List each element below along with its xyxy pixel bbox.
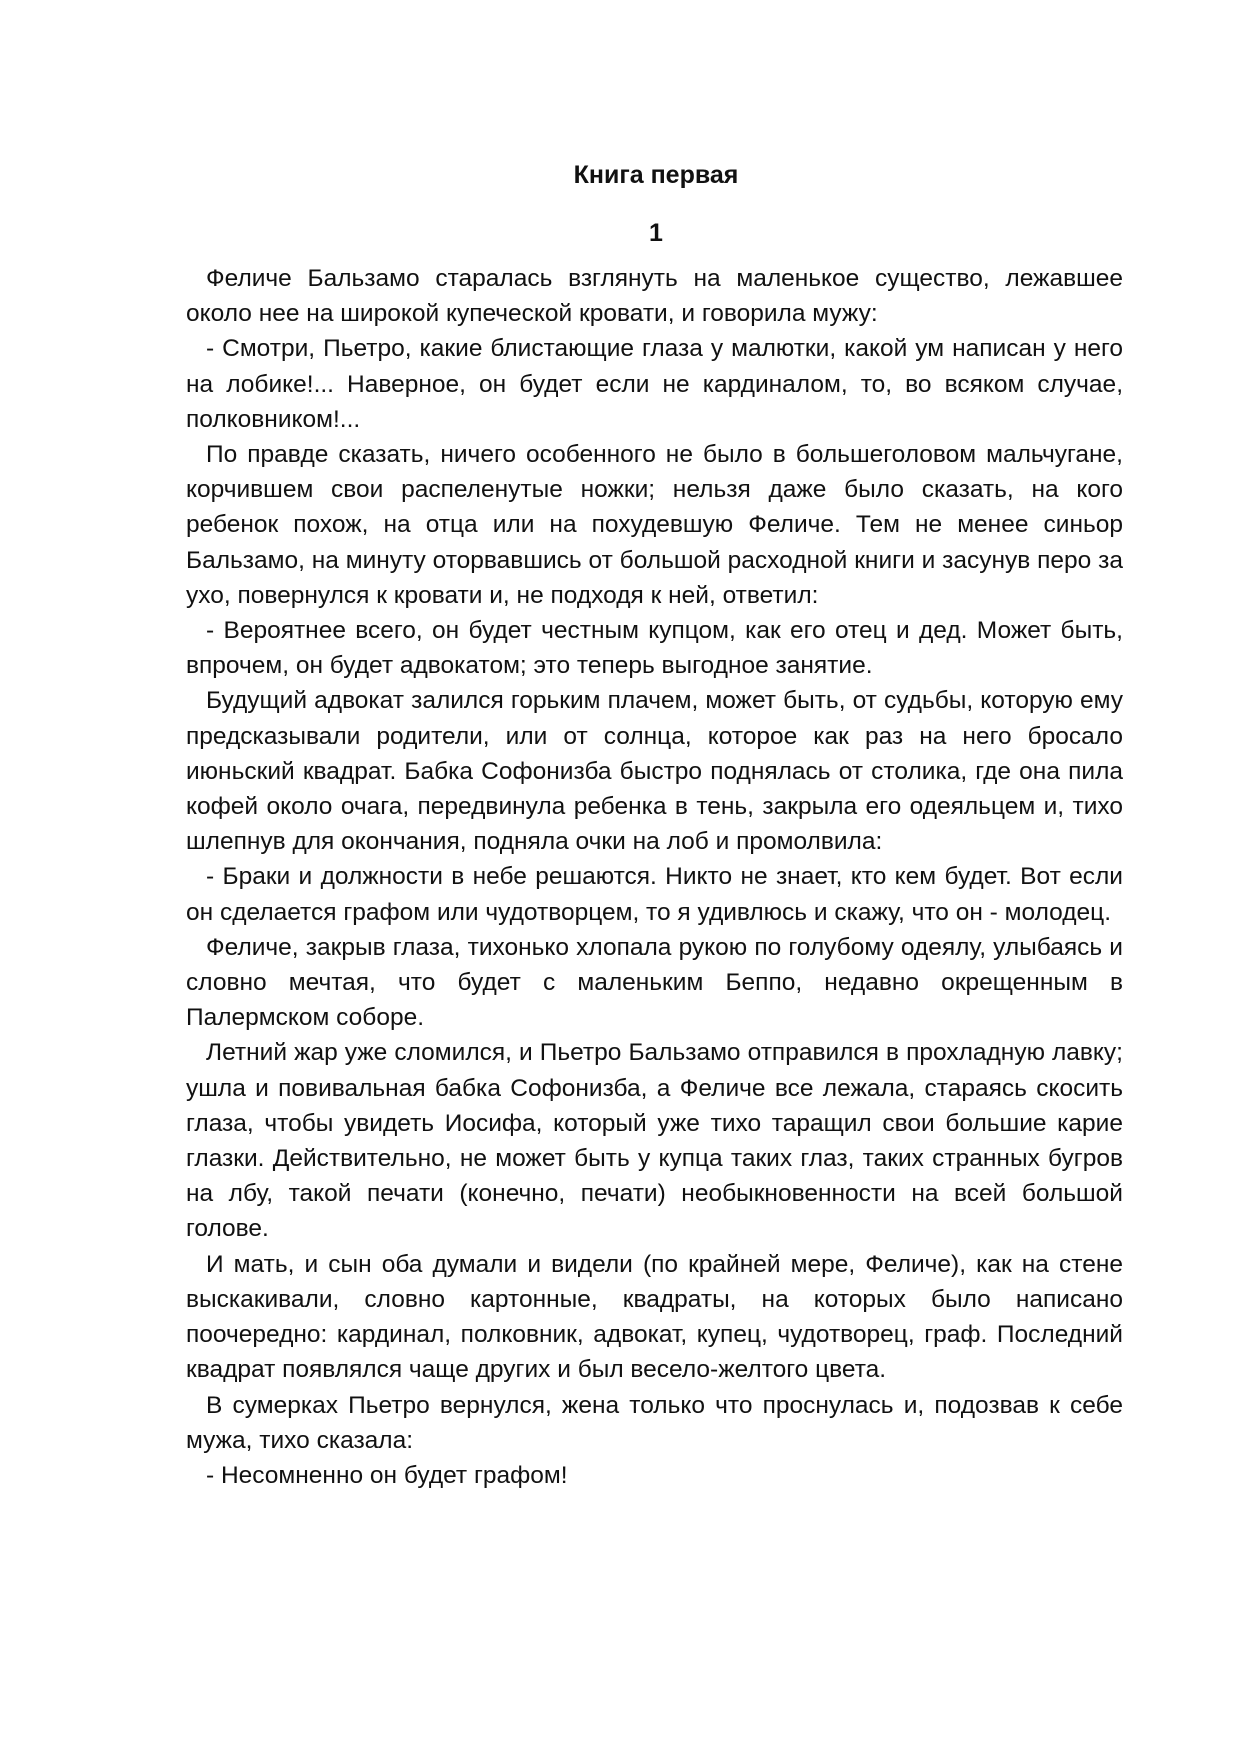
dialog-line: - Смотри, Пьетро, какие блистающие глаза у малютки, какой ум написан у него на лобике!... Наверное, он будет если не кардиналом, то, во всяком случае, полковником!...	[186, 335, 1123, 433]
paragraph: В сумерках Пьетро вернулся, жена только что проснулась и, подозвав к себе мужа, тихо сказала:	[186, 1391, 1123, 1454]
dialog-line: - Несомненно он будет графом!	[206, 1461, 568, 1489]
chapter-text	[186, 261, 1123, 1493]
paragraph: Будущий адвокат залился горьким плачем, может быть, от судьбы, которую ему предсказывали родители, или от солнца, которое как раз на него бросало июньский квадрат. Бабка Софонизба быстро поднялась от столика, где она пила кофей около очага, передвинула ребенка в тень, закрыла его одеяльцем и, тихо шлепнув для окончания, подняла очки на лоб и промолвила:	[186, 687, 1123, 856]
paragraph: Летний жар уже сломился, и Пьетро Бальзамо отправился в прохладную лавку; ушла и повивальная бабка Софонизба, а Феличе все лежала, стараясь скосить глаза, чтобы увидеть Иосифа, который уже тихо таращил свои большие карие глазки. Действительно, не может быть у купца таких глаз, таких странных бугров на лбу, такой печати (конечно, печати) необыкновенности на всей большой голове.	[186, 1039, 1123, 1243]
paragraph: И мать, и сын оба думали и видели (по крайней мере, Феличе), как на стене выскакивали, словно картонные, квадраты, на которых было написано поочередно: кардинал, полковник, адвокат, купец, чудотворец, граф. Последний квадрат появлялся чаще других и был весело-желтого цвета.	[186, 1250, 1123, 1384]
book-title: Книга первая	[573, 161, 739, 189]
paragraph: Феличе, закрыв глаза, тихонько хлопала рукою по голубому одеялу, улыбаясь и словно мечтая, что будет с маленьким Беппо, недавно окрещенным в Палермском соборе.	[186, 933, 1123, 1032]
paragraph: Феличе Бальзамо старалась взглянуть на маленькое существо, лежавшее около нее на широкой купеческой кровати, и говорила мужу:	[186, 265, 1123, 328]
paragraph: По правде сказать, ничего особенного не было в большеголовом мальчугане, корчившем свои распеленутые ножки; нельзя даже было сказать, на кого ребенок похож, на отца или на похудевшую Феличе. Тем не менее синьор Бальзамо, на минуту оторвавшись от большой расходной книги и засунув перо за ухо, повернулся к кровати и, не подходя к ней, ответил:	[186, 441, 1123, 609]
dialog-line: - Браки и должности в небе решаются. Никто не знает, кто кем будет. Вот если он сделается графом или чудотворцем, то я удивлюсь и скажу, что он - молодец.	[186, 863, 1123, 926]
chapter-number: 1	[649, 219, 663, 247]
dialog-line: - Вероятнее всего, он будет честным купцом, как его отец и дед. Может быть, впрочем, он будет адвокатом; это теперь выгодное занятие.	[186, 617, 1123, 680]
